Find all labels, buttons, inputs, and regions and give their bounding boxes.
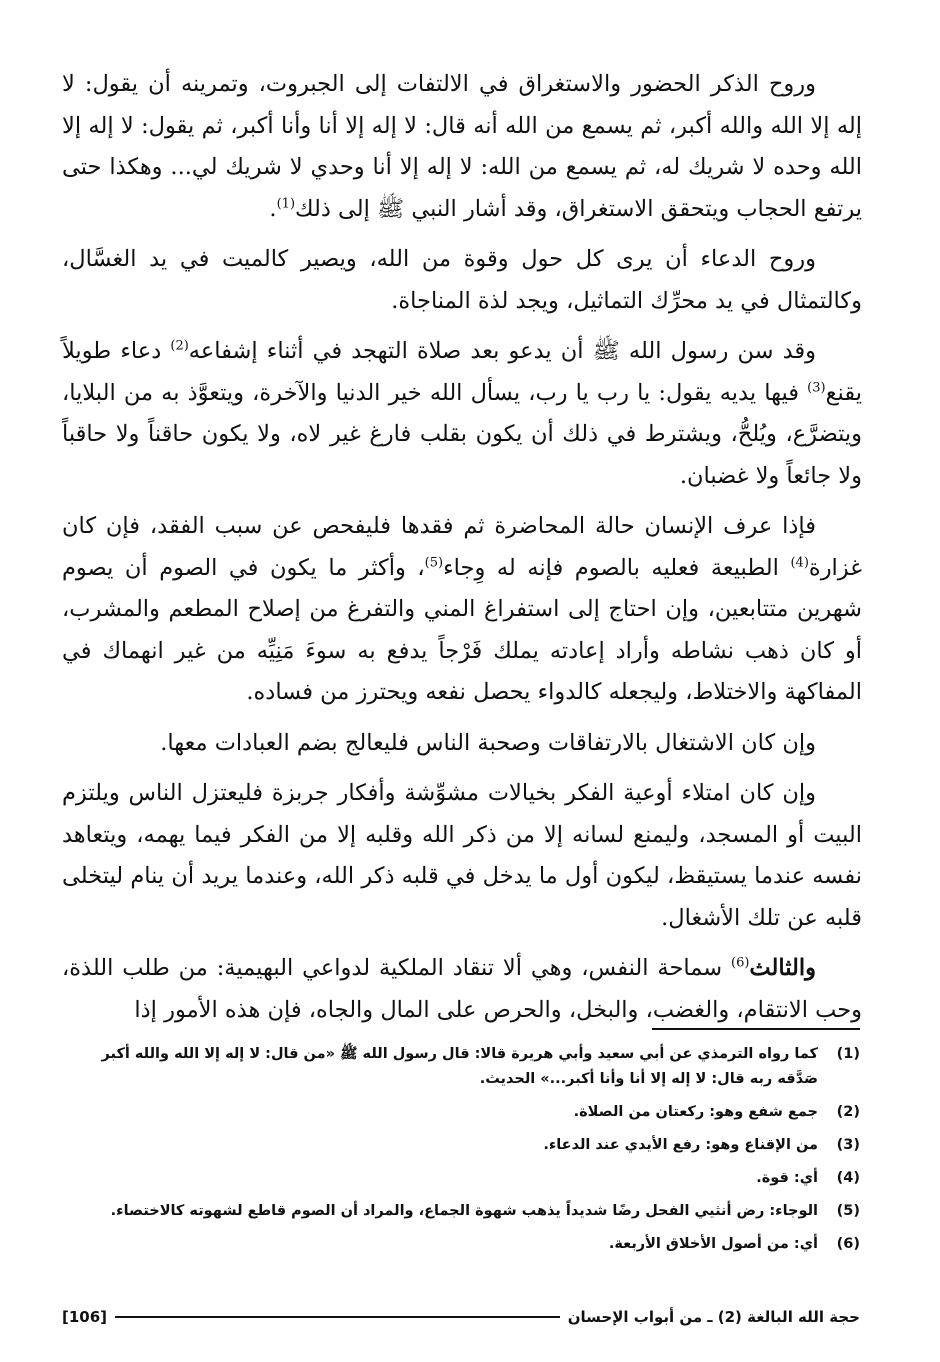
paragraph xyxy=(62,948,862,1031)
footnote-marker: (6) xyxy=(730,955,750,971)
paragraph xyxy=(62,239,862,322)
page-number: [106] xyxy=(62,1308,108,1326)
footnote-divider xyxy=(652,1028,860,1030)
paragraph-text: دعاء طويلاً يقنع xyxy=(62,338,862,406)
footnote-marker: (3) xyxy=(807,380,826,395)
paragraph-text: ، وأكثر ما يكون في الصوم أن يصوم شهرين متتابعين، وإن احتاج إلى استفراغ المني والتفرغ من إصلاح المطعم والمشرب، أو كان ذهب نشاطه وأراد إعادته يملك فَرْجاً يدفع به سوءَ مَنِيِّه من غير انهماك في المفاكهة والاختلاط، وليجعله كالدواء يحصل نفعه ويحترز من فساده. xyxy=(62,554,862,705)
footnote-text: أي: من أصول الأخلاق الأربعة. xyxy=(608,1236,818,1252)
footnote-number: (6) xyxy=(836,1236,860,1252)
footnote-text: كما رواه الترمذي عن أبي سعيد وأبي هريرة قالا: قال رسول الله ﷺ «من قال: لا إله إلا الله والله أكبر صَدَّقه ربه قال: لا إله إلا أنا وأنا أكبر...» الحديث. xyxy=(101,1046,818,1087)
footnote-number: (4) xyxy=(836,1170,860,1186)
paragraph xyxy=(62,331,862,497)
footnote-number: (3) xyxy=(836,1137,860,1153)
footnotes xyxy=(62,1042,860,1265)
footnote-marker: (5) xyxy=(424,555,444,570)
paragraph-text: فإذا عرف الإنسان حالة المحاضرة ثم فقدها فليفحص عن سبب الفقد، فإن كان غزارة xyxy=(62,513,862,581)
footer-rule xyxy=(115,1316,560,1318)
paragraph xyxy=(62,723,862,765)
paragraph-text: وروح الدعاء أن يرى كل حول وقوة من الله، ويصير كالميت في يد الغسَّال، وكالتمثال في يد محرِّك التماثيل، ويجد لذة المناجاة. xyxy=(62,246,862,314)
paragraph-text: وإن كان امتلاء أوعية الفكر بخيالات مشوِّشة وأفكار جربزة فليعتزل الناس ويلتزم البيت أو المسجد، وليمنع لسانه إلا من ذكر الله وقلبه إلا من الفكر فيما يهمه، ويتعاهد نفسه عندما يستيقظ، ليكون أول ما يدخل في قلبه ذكر الله، وعندما يريد أن ينام ليتخلى قلبه عن تلك الأشغال. xyxy=(62,780,862,931)
footnote-text: من الإقناع وهو: رفع الأيدي عند الدعاء. xyxy=(543,1137,818,1153)
main-text xyxy=(62,64,862,1040)
footnote-marker: (2) xyxy=(170,338,189,354)
footnote-text: جمع شفع وهو: ركعتان من الصلاة. xyxy=(573,1104,818,1120)
paragraph xyxy=(62,773,862,939)
paragraph-text: سماحة النفس، وهي ألا تنقاد الملكية لدواعي البهيمية: من طلب اللذة، وحب الانتقام، والغضب، والبخل، والحرص على المال والجاه، فإن هذه الأمور إذا xyxy=(62,955,862,1023)
footer-book-title: حجة الله البالغة (2) ـ من أبواب الإحسان xyxy=(567,1308,860,1326)
paragraph-text: الطبيعة فعليه بالصوم فإنه له وِجاء xyxy=(443,554,791,581)
footnote-number: (1) xyxy=(836,1046,860,1062)
footnote-item xyxy=(62,1100,860,1125)
footnote-marker: (4) xyxy=(790,555,809,570)
paragraph-text: فيها يديه يقول: يا رب يا رب، يسأل الله خير الدنيا والآخرة، ويتعوَّذ به من البلايا، ويتضرَّع، ويُلحُّ، ويشترط في ذلك أن يكون بقلب فارغ غير لاه، ولا يكون حاقناً ولا حاقباً ولا جائعاً ولا غضبان. xyxy=(62,379,862,489)
footnote-number: (2) xyxy=(836,1104,860,1120)
footnote-item xyxy=(62,1232,860,1257)
page-footer xyxy=(62,1304,860,1330)
footnote-marker: (1) xyxy=(276,196,296,211)
paragraph-lead: والثالث xyxy=(749,955,816,981)
footnote-item xyxy=(62,1133,860,1158)
footnote-item xyxy=(62,1042,860,1092)
paragraph-text: وقد سن رسول الله ﷺ أن يدعو بعد صلاة التهجد في أثناء إشفاعه xyxy=(188,338,817,364)
footnote-text: أي: قوة. xyxy=(756,1170,818,1186)
paragraph-text: وروح الذكر الحضور والاستغراق في الالتفات إلى الجبروت، وتمرينه أن يقول: لا إله إلا الله والله أكبر، ثم يسمع من الله أنه قال: لا إله إلا أنا وأنا أكبر، ثم يقول: لا إله إلا الله وحده لا شريك له، ثم يسمع من الله: لا إله إلا أنا وحدي لا شريك لي... وهكذا حتى يرتفع الحجاب ويتحقق الاستغراق، وقد أشار النبي ﷺ إلى ذلك xyxy=(62,71,862,222)
footnote-number: (5) xyxy=(836,1203,860,1219)
paragraph-text: . xyxy=(269,195,277,222)
paragraph xyxy=(62,64,862,230)
paragraph xyxy=(62,506,862,714)
footnote-item xyxy=(62,1199,860,1224)
paragraph-text: وإن كان الاشتغال بالارتفاقات وصحبة الناس فليعالج بضم العبادات معها. xyxy=(160,729,816,756)
footnote-text: الوجاء: رض أنثيي الفحل رضًا شديداً يذهب شهوة الجماع، والمراد أن الصوم قاطع لشهوته كالاختصاء. xyxy=(110,1203,818,1219)
footnote-item xyxy=(62,1166,860,1191)
